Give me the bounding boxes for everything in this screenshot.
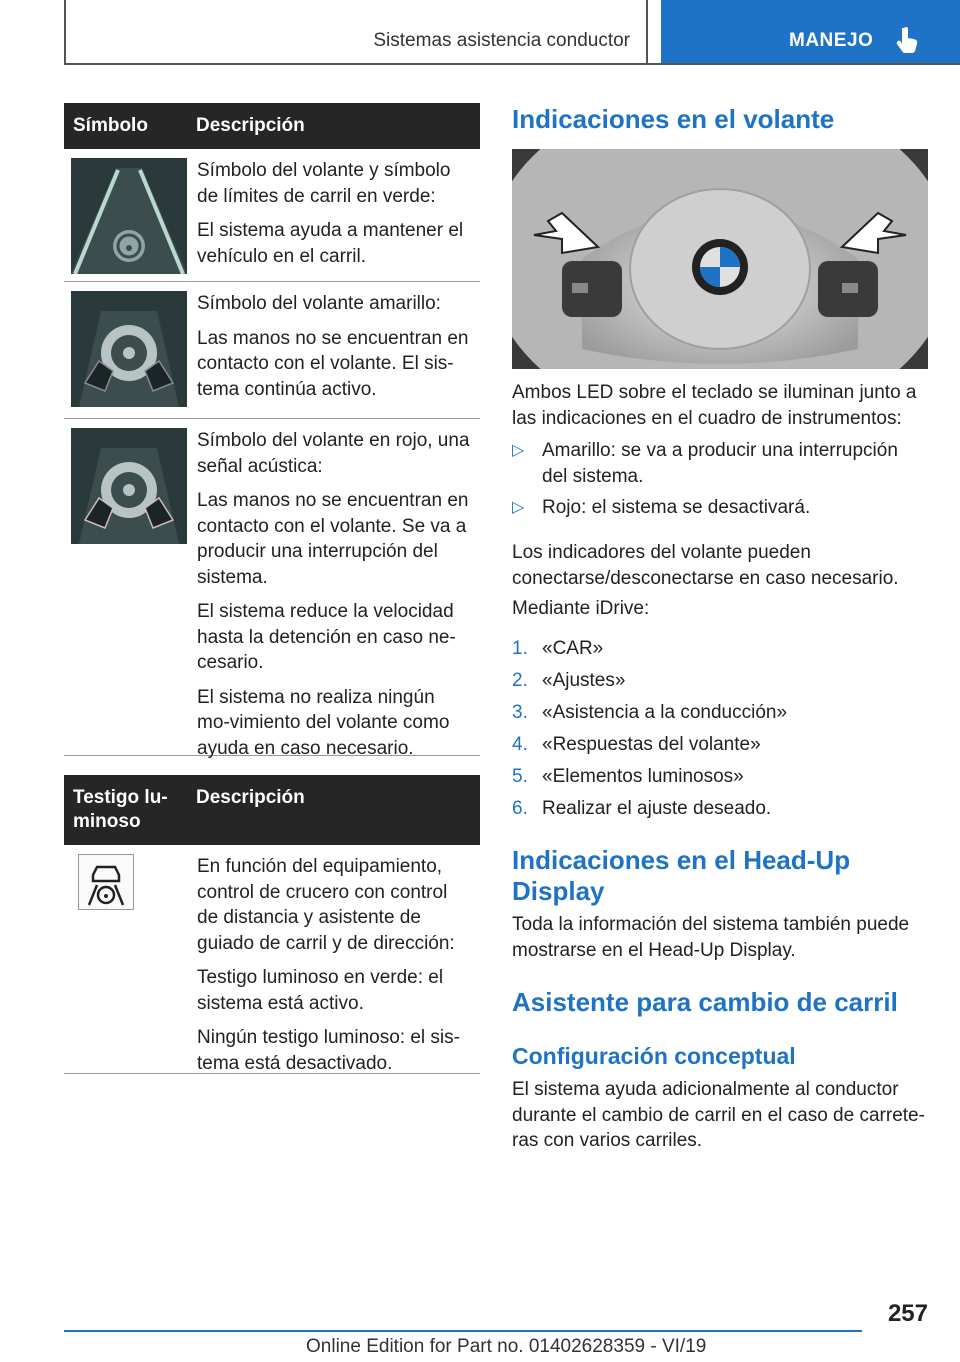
row-text: Ningún testigo luminoso: el sis-tema está desactivado. [197,1027,460,1074]
pointing-hand-icon [895,26,921,54]
symbol-table [64,103,480,759]
heading-head-up-display: Indicaciones en el Head-Up Display [512,845,851,906]
row-text: Las manos no se encuentran en contacto con el volante. El sis-tema continúa activo. [197,327,469,400]
list-item: ▷ Amarillo: se va a producir una interrupción del sistema. [512,440,898,487]
list-item: 5. «Elementos luminosos» [512,766,744,787]
list-item: 6. Realizar el ajuste deseado. [512,798,772,819]
row-text: Símbolo del volante en rojo, una señal acústica: [197,430,470,477]
table-row [64,419,480,759]
row-text: En función del equipamiento, control de crucero con control de distancia y asistente de guiado de carril y de dirección: [197,856,455,954]
column-header-description: Descripción [196,787,305,808]
heading-steering-indications: Indicaciones en el volante [512,104,835,134]
table-row [64,282,480,419]
steering-wheel-hands-yellow-icon [71,291,187,407]
heading-lane-change-assistant: Asistente para cambio de carril [512,987,898,1017]
header-section-title: Sistemas asistencia conductor [373,30,630,51]
header-rule [64,63,960,65]
footer-rule [64,1330,862,1332]
row-text: Símbolo del volante y símbolo de límites de carril en verde: [197,160,451,207]
indicator-table-header [64,775,480,845]
table-row [64,845,480,1074]
steering-wheel-lane-green-icon [71,158,187,274]
row-text: Las manos no se encuentran en contacto con el volante. Se va a producir una interrupción del sistema. [197,490,469,588]
list-item: 2. «Ajustes» [512,670,626,691]
list-item: 1. «CAR» [512,638,604,659]
header-section-box [64,0,648,63]
list-item: 3. «Asistencia a la conducción» [512,702,788,723]
chapter-tab-label: MANEJO [789,30,874,51]
page-number: 257 [887,1300,928,1327]
paragraph: Mediante iDrive: [512,598,650,619]
row-text: El sistema ayuda a mantener el vehículo en el carril. [197,220,464,267]
car-steering-assist-indicator-icon [78,854,134,910]
steering-wheel-photo [512,149,928,374]
paragraph: El sistema ayuda adicionalmente al conductor durante el cambio de carril en el caso de carrete-ras con varios carriles. [512,1079,925,1151]
column-header-symbol: Símbolo [73,115,148,136]
row-text: Testigo luminoso en verde: el sistema está activo. [197,967,444,1014]
edition-label: Online Edition for Part no. 01402628359 - VI/19 [306,1336,707,1357]
column-header-indicator: Testigo lu-minoso [73,787,168,832]
paragraph: Los indicadores del volante pueden conectarse/desconectarse en caso necesario. [512,542,899,589]
table-row [64,149,480,282]
row-text: El sistema reduce la velocidad hasta la detención en caso ne-cesario. [197,601,456,673]
triangle-bullet-icon: ▷ [512,499,525,516]
row-text: Símbolo del volante amarillo: [197,293,441,314]
heading-concept: Configuración conceptual [512,1043,796,1069]
symbol-table-header [64,103,480,149]
triangle-bullet-icon: ▷ [512,442,525,459]
paragraph: Toda la información del sistema también puede mostrarse en el Head-Up Display. [512,914,910,961]
list-item: ▷ Rojo: el sistema se desactivará. [512,495,928,521]
paragraph: Ambos LED sobre el teclado se iluminan junto a las indicaciones en el cuadro de instrumentos: [512,382,917,429]
list-item: 4. «Respuestas del volante» [512,734,761,755]
steering-wheel-hands-red-icon [71,428,187,544]
row-text: El sistema no realiza ningún mo-vimiento del volante como ayuda en caso necesario. [197,686,450,759]
column-header-description: Descripción [196,115,305,136]
chapter-tab[interactable] [661,0,960,65]
indicator-table [64,775,480,1074]
